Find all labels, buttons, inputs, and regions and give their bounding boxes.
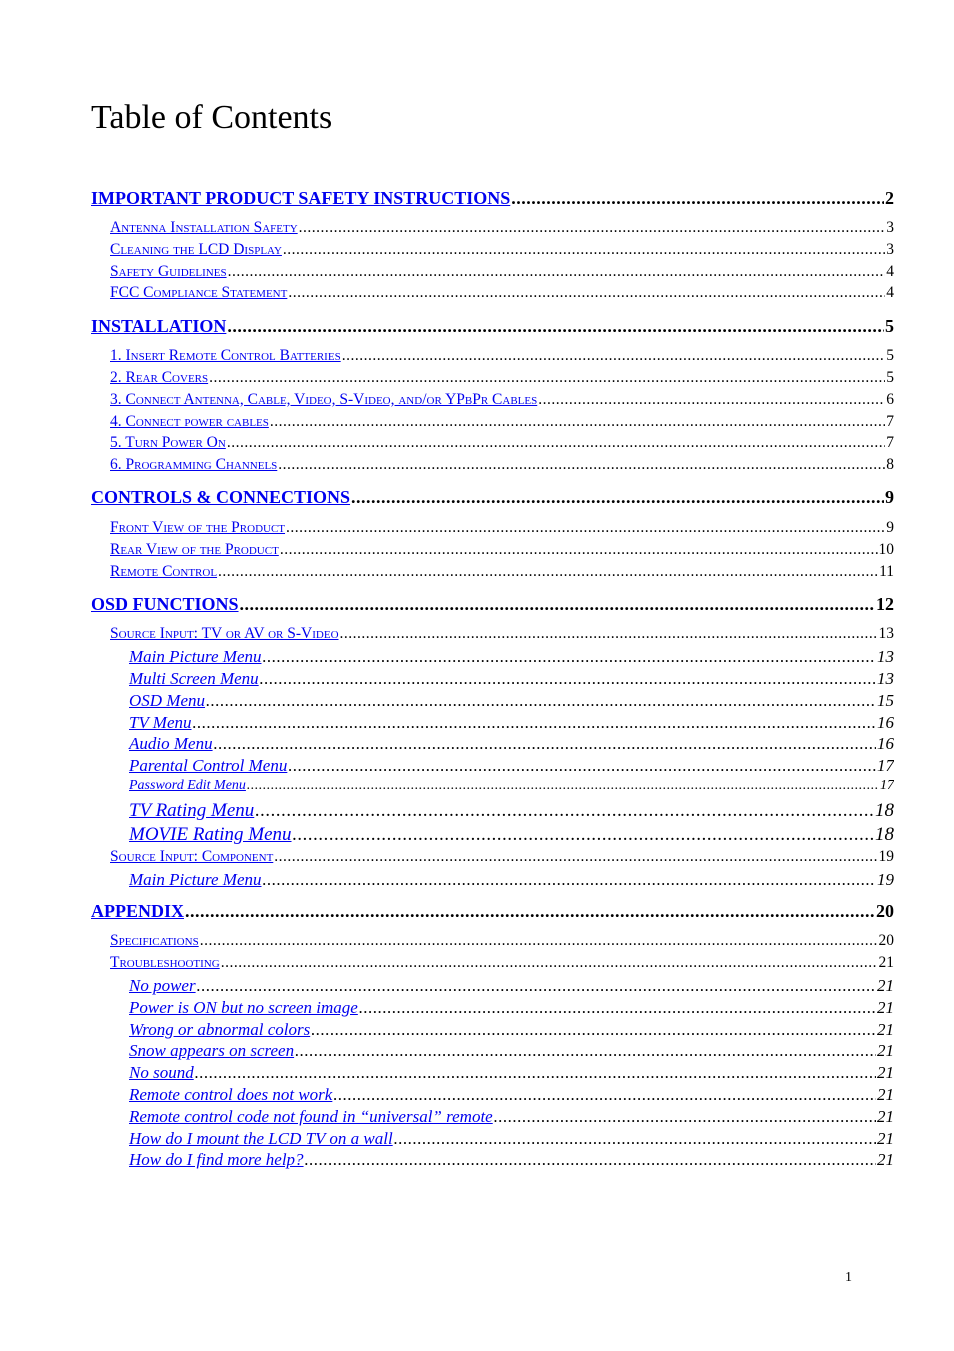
toc-entry-page: 21 <box>877 1150 894 1170</box>
toc-entry-link[interactable]: How do I mount the LCD TV on a wall <box>129 1128 393 1148</box>
toc-entry-level-3 <box>91 1020 894 1042</box>
toc-entry-link[interactable]: TV Menu <box>129 712 192 732</box>
toc-entry-link[interactable]: Safety Guidelines <box>110 262 227 280</box>
toc-entry-link[interactable]: MOVIE Rating Menu <box>129 823 292 845</box>
toc-entry-page: 21 <box>877 1128 894 1148</box>
dot-leader <box>340 625 878 643</box>
toc-entry-link[interactable]: OSD FUNCTIONS <box>91 593 239 614</box>
toc-entry-link[interactable]: 5. Turn Power On <box>110 434 226 452</box>
toc-entry-page: 5 <box>886 347 894 365</box>
dot-leader <box>260 669 876 689</box>
toc-entry-level-2 <box>91 519 894 541</box>
toc-entry-level-2 <box>91 848 894 870</box>
toc-entry-page: 21 <box>877 997 894 1017</box>
toc-entry-level-2 <box>91 625 894 647</box>
dot-leader <box>263 647 877 667</box>
toc-entry-page: 8 <box>886 456 894 474</box>
dot-leader <box>270 413 885 431</box>
toc-entry-link[interactable]: Source Input: TV or AV or S-Video <box>110 625 339 643</box>
toc-entry-link[interactable]: Specifications <box>110 932 199 950</box>
toc-entry-level-3 <box>91 734 894 756</box>
toc-entry-page: 7 <box>886 434 894 452</box>
toc-entry-level-2 <box>91 563 894 585</box>
toc-entry-link[interactable]: Wrong or abnormal colors <box>129 1019 311 1039</box>
toc-entry-level-1 <box>91 316 894 338</box>
toc-entry-link[interactable]: Multi Screen Menu <box>129 668 259 688</box>
dot-leader <box>193 713 877 733</box>
toc-entry-link[interactable]: 2. Rear Covers <box>110 368 209 386</box>
toc-entry-level-3 <box>91 1041 894 1063</box>
dot-leader <box>214 734 876 754</box>
dot-leader <box>359 998 876 1018</box>
toc-entry-link[interactable]: Main Picture Menu <box>129 647 262 667</box>
toc-entry-link[interactable]: Remote Control <box>110 562 218 580</box>
toc-entry-link[interactable]: Troubleshooting <box>110 954 220 972</box>
toc-entry-link[interactable]: 3. Connect Antenna, Cable, Video, S-Video, and/or YPbPr Cables <box>110 390 538 408</box>
toc-entry-level-3 <box>91 800 894 824</box>
toc-entry-level-2 <box>91 284 894 306</box>
dot-leader <box>288 284 885 302</box>
toc-entry-link[interactable]: Front View of the Product <box>110 518 286 536</box>
toc-entry-link[interactable]: 6. Programming Channels <box>110 456 278 474</box>
toc-entry-page: 20 <box>878 932 894 950</box>
dot-leader <box>511 188 884 209</box>
toc-entry-page: 4 <box>886 284 894 302</box>
toc-entry-page: 4 <box>886 262 894 280</box>
toc-entry-link[interactable]: INSTALLATION <box>91 315 227 336</box>
toc-entry-link[interactable]: APPENDIX <box>91 900 184 921</box>
toc-entry-level-2 <box>91 456 894 478</box>
toc-entry-link[interactable]: Parental Control Menu <box>129 756 288 776</box>
toc-entry-level-3 <box>91 1107 894 1129</box>
table-of-contents <box>91 178 894 1172</box>
dot-leader <box>274 848 877 866</box>
dot-leader <box>200 932 878 950</box>
toc-entry-level-3 <box>91 998 894 1020</box>
toc-entry-level-3 <box>91 669 894 691</box>
toc-entry-page: 16 <box>877 712 894 732</box>
toc-entry-page: 19 <box>877 869 894 889</box>
toc-entry-page: 21 <box>878 954 894 972</box>
toc-entry-page: 9 <box>886 518 894 536</box>
toc-entry-page: 12 <box>876 593 894 614</box>
toc-entry-page: 3 <box>886 240 894 258</box>
toc-entry-page: 13 <box>878 625 894 643</box>
toc-entry-level-3 <box>91 778 894 800</box>
toc-entry-link[interactable]: Audio Menu <box>129 734 213 754</box>
dot-leader <box>227 434 885 452</box>
toc-entry-page: 18 <box>875 799 894 821</box>
toc-entry-link[interactable]: IMPORTANT PRODUCT SAFETY INSTRUCTIONS <box>91 187 511 208</box>
dot-leader <box>283 241 885 259</box>
toc-entry-link[interactable]: 1. Insert Remote Control Batteries <box>110 347 341 365</box>
toc-entry-page: 7 <box>886 412 894 430</box>
dot-leader <box>206 691 876 711</box>
toc-entry-link[interactable]: Remote control does not work <box>129 1084 333 1104</box>
toc-entry-level-2 <box>91 369 894 391</box>
dot-leader <box>227 316 884 337</box>
toc-entry-link[interactable]: Remote control code not found in “universal” remote <box>129 1106 493 1126</box>
toc-entry-level-2 <box>91 413 894 435</box>
toc-entry-link[interactable]: Cleaning the LCD Display <box>110 240 282 258</box>
toc-entry-link[interactable]: OSD Menu <box>129 690 206 710</box>
toc-entry-page: 2 <box>885 187 894 208</box>
toc-entry-page: 19 <box>878 847 894 865</box>
toc-entry-level-2 <box>91 263 894 285</box>
dot-leader <box>538 391 885 409</box>
toc-entry-page: 21 <box>877 1041 894 1061</box>
toc-entry-page: 10 <box>878 540 894 558</box>
toc-entry-link[interactable]: Rear View of the Product <box>110 540 279 558</box>
dot-leader <box>288 756 876 776</box>
toc-entry-page: 13 <box>877 668 894 688</box>
toc-entry-page: 16 <box>877 734 894 754</box>
dot-leader <box>351 487 884 508</box>
toc-entry-page: 9 <box>885 487 894 508</box>
toc-entry-page: 11 <box>879 562 894 580</box>
page-number: 1 <box>845 1270 852 1285</box>
toc-entry-page: 18 <box>875 823 894 845</box>
toc-entry-page: 20 <box>876 900 894 921</box>
dot-leader <box>255 800 874 822</box>
toc-entry-link[interactable]: CONTROLS & CONNECTIONS <box>91 487 351 508</box>
toc-entry-link[interactable]: Password Edit Menu <box>129 777 246 793</box>
dot-leader <box>263 870 877 890</box>
toc-entry-link[interactable]: Snow appears on screen <box>129 1041 295 1061</box>
toc-entry-level-1 <box>91 594 894 616</box>
toc-entry-page: 6 <box>886 390 894 408</box>
dot-leader <box>311 1020 876 1040</box>
dot-leader <box>209 369 885 387</box>
dot-leader <box>295 1041 876 1061</box>
toc-entry-link[interactable]: 4. Connect power cables <box>110 412 269 430</box>
dot-leader <box>305 1150 876 1170</box>
toc-entry-level-3 <box>91 870 894 892</box>
toc-entry-level-2 <box>91 932 894 954</box>
toc-entry-link[interactable]: No sound <box>129 1063 194 1083</box>
dot-leader <box>280 541 878 559</box>
dot-leader <box>185 901 875 922</box>
toc-entry-level-2 <box>91 954 894 976</box>
toc-entry-level-3 <box>91 976 894 998</box>
page-title: Table of Contents <box>91 99 333 136</box>
toc-entry-page: 5 <box>886 368 894 386</box>
toc-entry-level-2 <box>91 391 894 413</box>
dot-leader <box>299 219 886 237</box>
dot-leader <box>278 456 885 474</box>
toc-entry-link[interactable]: How do I find more help? <box>129 1150 304 1170</box>
toc-entry-page: 17 <box>880 777 894 793</box>
toc-entry-page: 21 <box>877 1063 894 1083</box>
toc-entry-link[interactable]: Main Picture Menu <box>129 869 262 889</box>
dot-leader <box>228 263 886 281</box>
dot-leader <box>286 519 885 537</box>
toc-entry-level-3 <box>91 713 894 735</box>
toc-entry-level-2 <box>91 541 894 563</box>
dot-leader <box>333 1085 876 1105</box>
dot-leader <box>293 824 874 846</box>
dot-leader <box>218 563 878 581</box>
toc-entry-level-3 <box>91 1085 894 1107</box>
dot-leader <box>221 954 878 972</box>
toc-entry-level-2 <box>91 219 894 241</box>
toc-entry-level-2 <box>91 347 894 369</box>
toc-entry-page: 15 <box>877 690 894 710</box>
toc-entry-level-2 <box>91 434 894 456</box>
toc-entry-link[interactable]: Power is ON but no screen image <box>129 997 358 1017</box>
toc-entry-level-2 <box>91 241 894 263</box>
toc-entry-level-3 <box>91 756 894 778</box>
toc-entry-level-1 <box>91 188 894 210</box>
toc-entry-link[interactable]: Source Input: Component <box>110 847 274 865</box>
dot-leader <box>195 1063 876 1083</box>
toc-entry-link[interactable]: TV Rating Menu <box>129 799 255 821</box>
toc-entry-page: 21 <box>877 1084 894 1104</box>
toc-entry-level-3 <box>91 1063 894 1085</box>
dot-leader <box>394 1129 876 1149</box>
toc-entry-page: 5 <box>885 315 894 336</box>
toc-entry-page: 21 <box>877 975 894 995</box>
toc-entry-level-3 <box>91 824 894 848</box>
toc-entry-level-3 <box>91 1150 894 1172</box>
toc-entry-link[interactable]: FCC Compliance Statement <box>110 284 288 302</box>
dot-leader <box>342 347 886 365</box>
dot-leader <box>494 1107 876 1127</box>
toc-entry-page: 17 <box>877 756 894 776</box>
dot-leader <box>247 778 879 794</box>
toc-entry-link[interactable]: Antenna Installation Safety <box>110 219 298 236</box>
toc-entry-level-1 <box>91 901 894 923</box>
toc-entry-link[interactable]: No power <box>129 975 196 995</box>
toc-entry-page: 3 <box>886 219 894 236</box>
dot-leader <box>197 976 876 996</box>
toc-entry-page: 21 <box>877 1106 894 1126</box>
toc-entry-level-3 <box>91 647 894 669</box>
toc-entry-page: 13 <box>877 647 894 667</box>
toc-entry-page: 21 <box>877 1019 894 1039</box>
toc-entry-level-1 <box>91 487 894 509</box>
toc-entry-level-3 <box>91 1129 894 1151</box>
toc-entry-level-3 <box>91 691 894 713</box>
dot-leader <box>240 594 875 615</box>
